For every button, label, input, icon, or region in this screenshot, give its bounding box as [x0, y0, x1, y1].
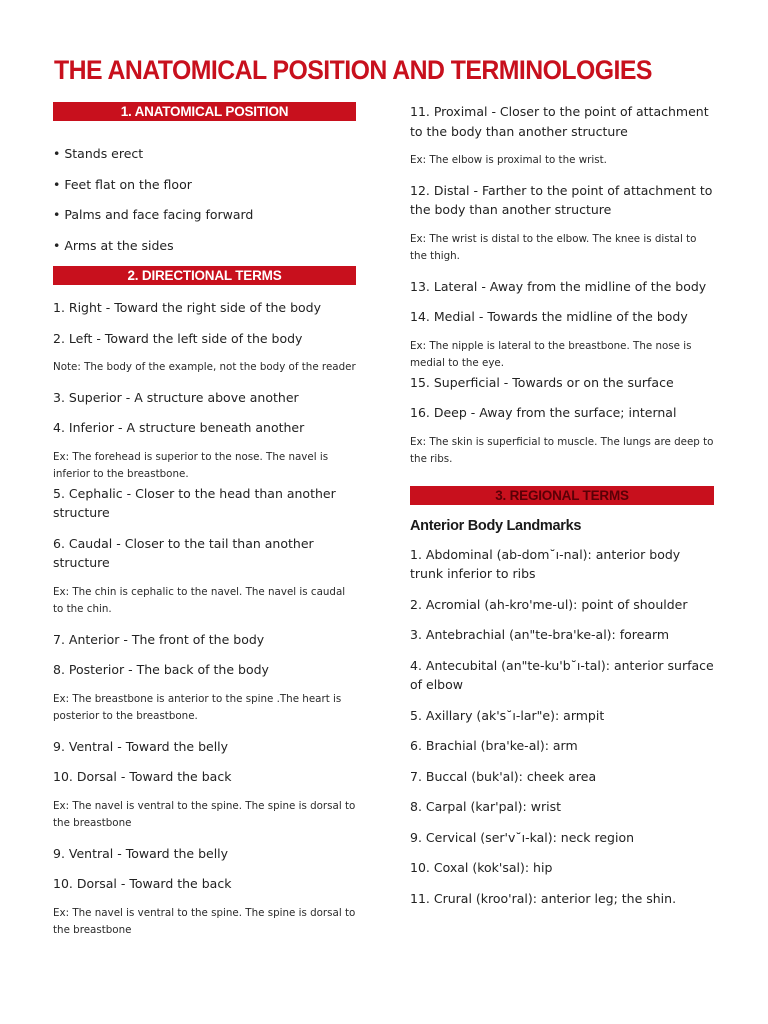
term-item: 15. Superficial - Towards or on the surface — [410, 374, 674, 390]
term-item: 10. Dorsal - Toward the back — [53, 876, 232, 891]
section-heading-anatomical-position: 1. ANATOMICAL POSITION — [53, 102, 356, 121]
page-title: THE ANATOMICAL POSITION AND TERMINOLOGIES — [54, 55, 652, 85]
term-item: 6. Caudal - Closer to the tail than another structure — [53, 535, 314, 570]
landmark-item: 11. Crural (kroo'ral): anterior leg; the shin. — [410, 890, 677, 906]
landmark-item: 4. Antecubital (an"te-ku'b˘ı-tal): anterior surface of elbow — [410, 657, 714, 692]
landmark-item: 7. Buccal (buk'al): cheek area — [410, 768, 597, 784]
right-column — [410, 102, 714, 908]
term-item: 9. Ventral - Toward the belly — [53, 845, 229, 861]
example-note: Ex: The elbow is proximal to the wrist. — [410, 154, 607, 166]
landmark-item: 3. Antebrachial (an"te-bra'ke-al): forearm — [410, 627, 670, 642]
term-item: 1. Right - Toward the right side of the body — [53, 300, 321, 315]
example-note: Note: The body of the example, not the body of the reader — [53, 361, 356, 373]
landmark-item: 5. Axillary (ak's˘ı-lar"e): armpit — [410, 707, 605, 723]
term-item: 7. Anterior - The front of the body — [53, 631, 265, 647]
term-item: 16. Deep - Away from the surface; internal — [410, 405, 677, 420]
bullet-item: • Stands erect — [53, 146, 144, 161]
section-heading-regional-terms: 3. REGIONAL TERMS — [410, 486, 714, 505]
example-note: Ex: The wrist is distal to the elbow. The knee is distal to the thigh. — [410, 232, 697, 262]
landmark-item: 9. Cervical (ser'v˘ı-kal): neck region — [410, 829, 635, 845]
example-note: Ex: The forehead is superior to the nose. The navel is inferior to the breastbone. — [53, 450, 329, 480]
term-item: 9. Ventral - Toward the belly — [53, 738, 229, 754]
term-item: 13. Lateral - Away from the midline of the body — [410, 278, 707, 294]
example-note: Ex: The navel is ventral to the spine. The spine is dorsal to the breastbone — [53, 906, 356, 936]
section-heading-directional-terms: 2. DIRECTIONAL TERMS — [53, 266, 356, 285]
term-item: 11. Proximal - Closer to the point of attachment to the body than another structure — [410, 104, 709, 139]
term-item: 5. Cephalic - Closer to the head than another structure — [53, 485, 336, 520]
term-item: 8. Posterior - The back of the body — [53, 662, 269, 677]
bullet-item: • Arms at the sides — [53, 237, 174, 253]
example-note: Ex: The nipple is lateral to the breastbone. The nose is medial to the eye. — [410, 339, 692, 369]
bullet-item: • Feet flat on the floor — [53, 176, 192, 192]
landmark-item: 6. Brachial (bra'ke-al): arm — [410, 738, 578, 753]
term-item: 4. Inferior - A structure beneath another — [53, 420, 305, 435]
landmark-item: 1. Abdominal (ab-dom˘ı-nal): anterior body trunk inferior to ribs — [410, 546, 681, 581]
landmark-item: 2. Acromial (ah-kro'me-ul): point of shoulder — [410, 596, 688, 612]
example-note: Ex: The breastbone is anterior to the spine .The heart is posterior to the breastbone. — [53, 692, 342, 722]
term-item: 12. Distal - Farther to the point of attachment to the body than another structure — [410, 182, 713, 217]
landmark-item: 8. Carpal (kar'pal): wrist — [410, 799, 561, 814]
landmark-item: 10. Coxal (kok'sal): hip — [410, 860, 553, 875]
bullet-item: • Palms and face facing forward — [53, 207, 254, 222]
term-item: 3. Superior - A structure above another — [53, 389, 299, 405]
term-item: 2. Left - Toward the left side of the body — [53, 330, 303, 346]
subheading-anterior-body-landmarks: Anterior Body Landmarks — [410, 517, 582, 534]
example-note: Ex: The skin is superficial to muscle. The lungs are deep to the ribs. — [410, 435, 714, 465]
example-note: Ex: The navel is ventral to the spine. The spine is dorsal to the breastbone — [53, 799, 356, 829]
example-note: Ex: The chin is cephalic to the navel. The navel is caudal to the chin. — [53, 585, 346, 615]
left-column — [53, 102, 356, 940]
term-item: 10. Dorsal - Toward the back — [53, 769, 232, 784]
term-item: 14. Medial - Towards the midline of the body — [410, 309, 688, 324]
